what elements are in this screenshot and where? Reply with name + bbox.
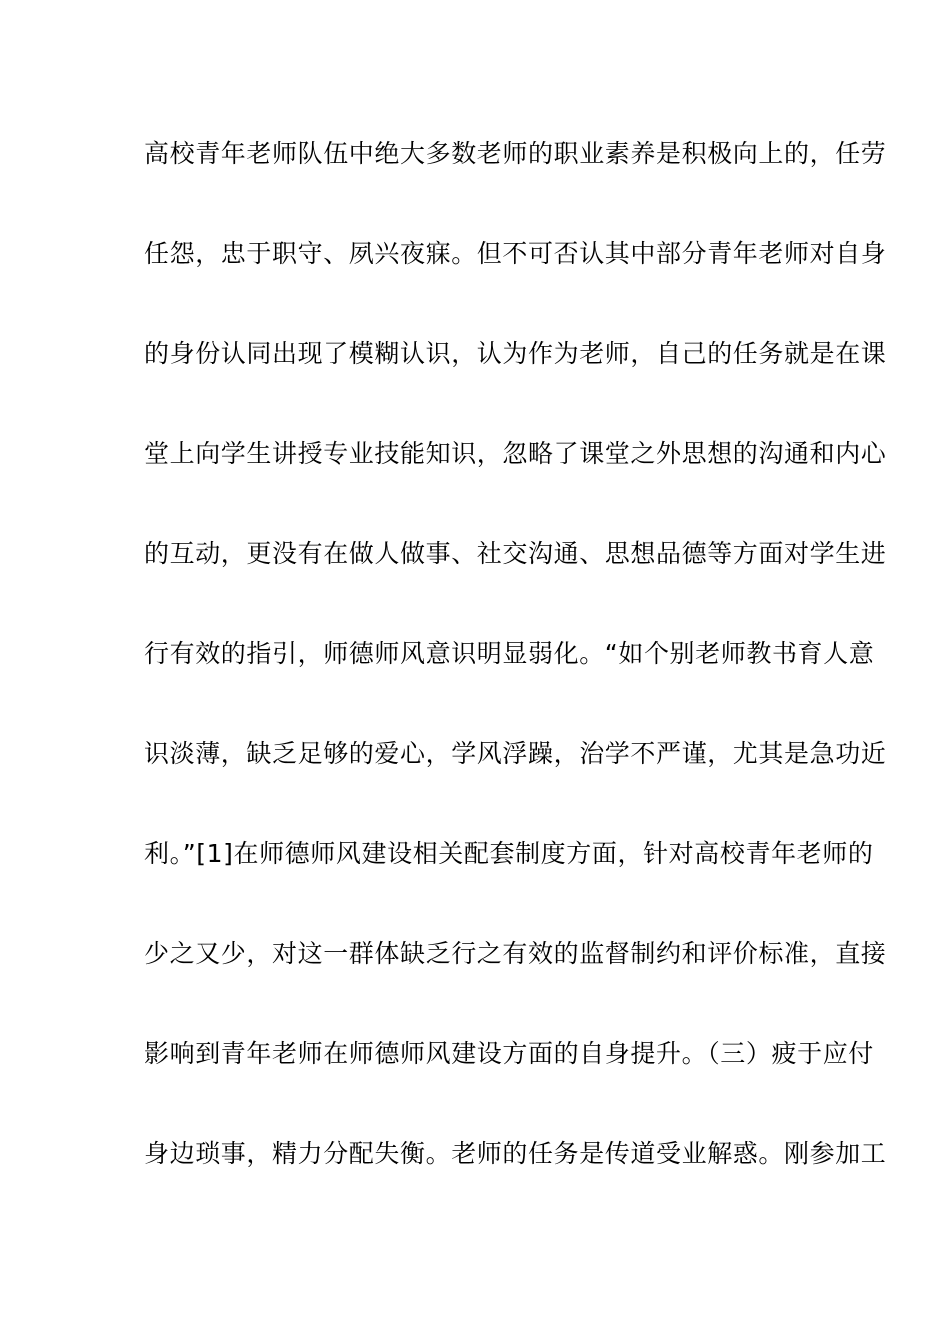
text-line-6: 行有效的指引，师德师风意识明显弱化。“如个别老师教书育人意 [144, 639, 875, 668]
text-line-8: 利。”[1]在师德师风建设相关配套制度方面，针对高校青年老师的 [144, 839, 874, 868]
text-line-1: 高校青年老师队伍中绝大多数老师的职业素养是积极向上的，任劳 [144, 139, 887, 168]
text-line-3: 的身份认同出现了模糊认识，认为作为老师，自己的任务就是在课 [144, 339, 887, 368]
text-line-7: 识淡薄，缺乏足够的爱心，学风浮躁，治学不严谨，尤其是急功近 [144, 739, 887, 768]
text-line-4: 堂上向学生讲授专业技能知识，忽略了课堂之外思想的沟通和内心 [144, 439, 887, 468]
text-line-5: 的互动，更没有在做人做事、社交沟通、思想品德等方面对学生进 [144, 539, 887, 568]
text-line-10: 影响到青年老师在师德师风建设方面的自身提升。（三）疲于应付 [144, 1039, 874, 1068]
text-line-2: 任怨，忠于职守、夙兴夜寐。但不可否认其中部分青年老师对自身 [144, 239, 887, 268]
text-line-11: 身边琐事，精力分配失衡。老师的任务是传道受业解惑。刚参加工 [144, 1139, 887, 1168]
text-line-9: 少之又少，对这一群体缺乏行之有效的监督制约和评价标准，直接 [144, 939, 887, 968]
body-text [144, 130, 887, 1230]
